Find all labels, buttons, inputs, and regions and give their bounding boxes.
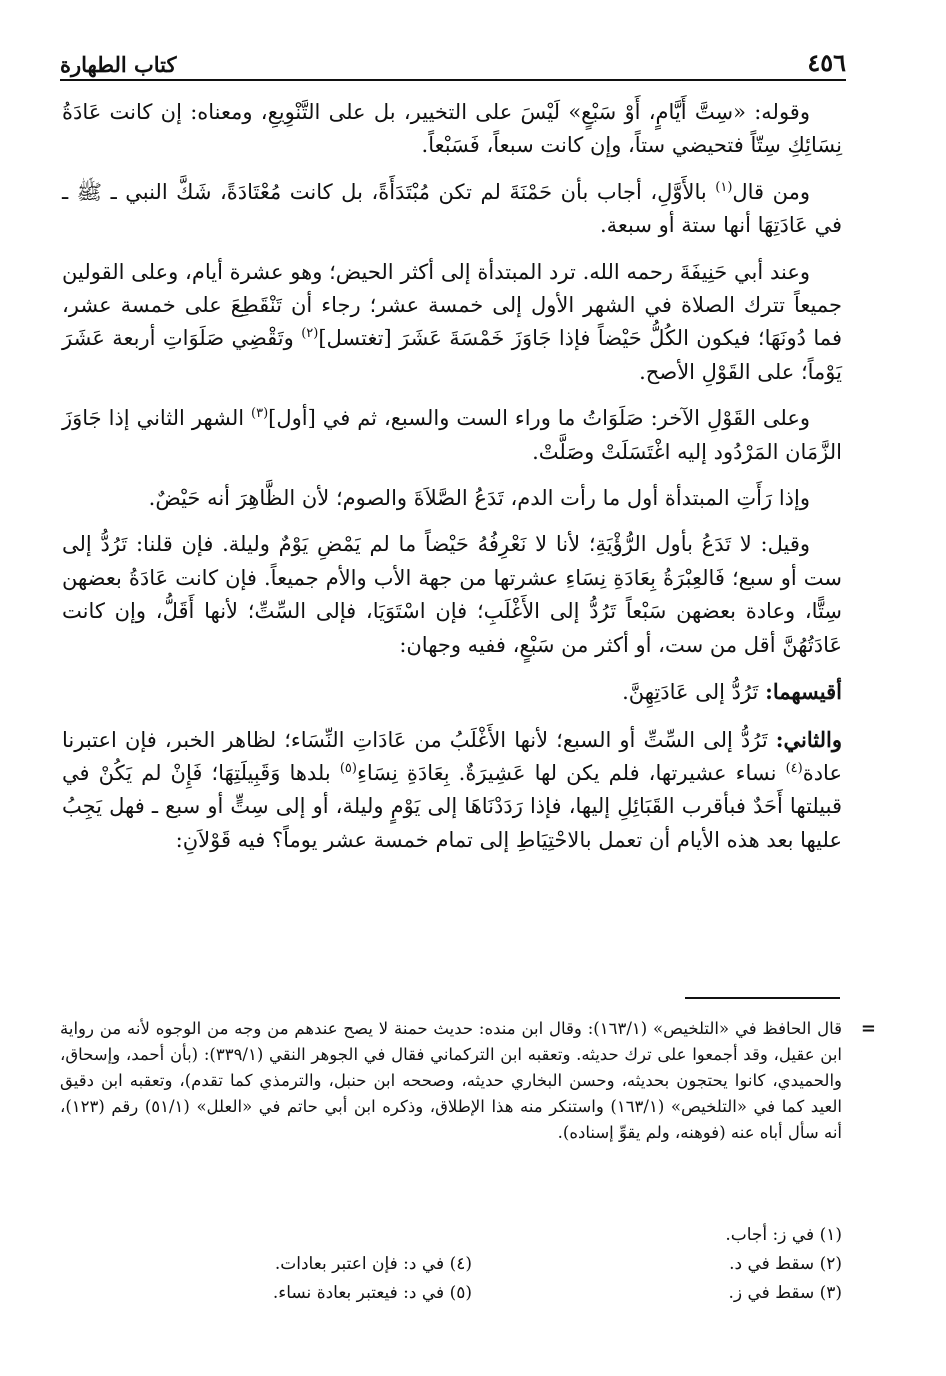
text-segment: بلدها وَقَبِيلَتِهَا؛ فَإِنْ لم يَكُنْ في قبيلتها أَحَدٌ فبأقرب القَبَائِلِ إليها، فإذا رَدَدْنَاهَا إلى يَوْمٍ وليلة، أو إلى سِتٍّ أو سبع ـ فهل يَجِبُ عليها بعد هذه الأيام أن تعمل بالاحْتِيَاطِ إلى تمام خمسة عشر يوماً؟ فيه قَوْلاَنِ: [62, 760, 842, 852]
footnote-row [60, 1250, 842, 1279]
text-segment: نساء عشيرتها، فلم يكن لها عَشِيرَةٌ. بِعَادَةِ نِسَاءِ [356, 760, 786, 785]
paragraph-8 [62, 723, 842, 858]
footnote-ref-1: (١) [715, 179, 733, 195]
footnote-4: (٤) في د: فإن اعتبر بعادات. [274, 1254, 472, 1274]
main-text [62, 96, 842, 870]
text-segment: تَرُدُّ إلى عَادَتِهِنَّ. [622, 680, 766, 705]
footnotes-list [60, 1221, 842, 1308]
text-segment: وتَقْضِي صَلَوَاتِ أربعة عَشَرَ يَوْماً؛ على القَوْلِ الأصح. [62, 326, 842, 384]
paragraph-4 [62, 402, 842, 469]
book-title: كتاب الطهارة [60, 52, 177, 77]
page-number: ٤٥٦ [807, 48, 846, 77]
footnote-continuation [60, 1016, 876, 1146]
footnote-1: (١) في ز: أجاب. [725, 1225, 842, 1245]
text-segment: الشهر الثاني إذا جَاوَزَ الزَّمَان المَرْدُود إليه اغْتَسَلَتْ وصَلَّتْ. [62, 406, 842, 464]
text-segment: وعلى القَوْلِ الآخر: صَلَوَاتُ ما وراء الست والسبع، ثم في [أول] [268, 406, 810, 431]
paragraph-2 [62, 176, 842, 243]
footnote-continuation-text: قال الحافظ في «التلخيص» (١٦٣/١): وقال ابن منده: حديث حمنة لا يصح عندهم من وجه من الوجوه لأنه من رواية ابن عقيل، وقد أجمعوا على ترك حديثه. وتعقبه ابن التركماني فقال في الجوهر النقي (٣٣٩/١): (بأن أحمد، وإسحاق، والحميدي، كانوا يحتجون بحديثه، وحسن البخاري حديثه، وصححه ابن حنبل، والترمذي كما تقدم)، وتعقبه ابن دقيق العيد كما في «التلخيص» (١٦٣/١) واستنكر منه هذا الإطلاق، وذكره ابن أبي حاتم في «العلل» (٥١/١) رقم (١٢٣)، أنه سأل أباه عنه (فوهنه، ولم يقوِّ إسناده). [60, 1019, 843, 1142]
footnote-ref-4: (٤) [785, 760, 803, 776]
paragraph-3 [62, 256, 842, 390]
running-head [60, 48, 846, 81]
lead-word: أقيسهما: [765, 679, 842, 705]
text-segment: ومن قال [732, 179, 810, 204]
footnote-ref-2: (٢) [301, 326, 319, 342]
footnote-ref-3: (٣) [251, 406, 269, 422]
text-segment: تَرُدُّ إلى السِّتِّ أو السبع؛ لأنها الأَغْلَبُ من عَادَاتِ النِّسَاء؛ لظاهر الخبر، فإن اعتبرنا عادة [62, 727, 842, 785]
paragraph-1: وقوله: «سِتَّ أَيَّامٍ، أَوْ سَبْعٍ» لَيْسَ على التخيير، بل على التَّنْوِيعِ، ومعناه: إن كانت عَادَةُ نِسَائِكِ سِتّاً فتحيضي ستاً، وإن كانت سبعاً، فَسَبْعاً. [62, 100, 842, 158]
lead-word: والثاني: [775, 726, 842, 752]
footnote-ref-5: (٥) [339, 760, 357, 776]
paragraph-5: وإذا رَأَتِ المبتدأة أول ما رأت الدم، تَدَعُ الصَّلاَةَ والصوم؛ لأن الظَّاهِرَ أنه حَيْضٌ. [148, 486, 810, 511]
paragraph-7 [62, 675, 842, 709]
footnote-row [60, 1279, 842, 1308]
footnote-3: (٣) سقط في ز. [728, 1283, 842, 1303]
text-segment: وعند أبي حَنِيفَةَ رحمه الله. ترد المبتدأة إلى أكثر الحيض؛ وهو عشرة أيام، وعلى القولين جميعاً تترك الصلاة في الشهر الأول إلى خمسة عشر؛ رجاء أن تَنْقَطِعَ على خمسة عشر، فما دُونَهَا؛ فيكون الكُلُّ حَيْضاً فإذا جَاوَزَ خَمْسَةَ عَشَرَ [تغتسل] [62, 259, 842, 351]
footnote-5: (٥) في د: فيعتبر بعادة نساء. [272, 1283, 472, 1303]
footnote-row [60, 1221, 842, 1250]
footnote-2: (٢) سقط في د. [729, 1254, 842, 1274]
footnote-separator [685, 997, 840, 999]
continuation-mark: = [860, 1018, 876, 1039]
paragraph-6: وقيل: لا تَدَعُ بأول الرُّؤْيَةِ؛ لأنا لا نَعْرِفُهُ حَيْضاً ما لم يَمْضِ يَوْمٌ وليلة. فإن قلنا: تَرُدُّ إلى ست أو سبع؛ فَالعِبْرَةُ بِعَادَةِ نِسَاءِ عشرتها من جهة الأب والأم جميعاً. فإن كانت عَادَةُ بعضهن سِتًّا، وعادة بعضهن سَبْعاً تَرُدُّ إلى الأَغْلَبِ؛ فإن اسْتَوَيَا، فإلى السِّتِّ؛ لأنها أَقَلُّ، وإن كانت عَادَتُهُنَّ أقل من ست، أو أكثر من سَبْعٍ، ففيه وجهان: [62, 532, 842, 657]
text-segment: بالأَوَّلِ، أجاب بأن حَمْنَةَ لم تكن مُبْتَدَأَةً، بل كانت مُعْتَادَةً، شَكَّ النبي ـ ﷺ ـ في عَادَتِهَا أنها ستة أو سبعة. [62, 179, 842, 238]
